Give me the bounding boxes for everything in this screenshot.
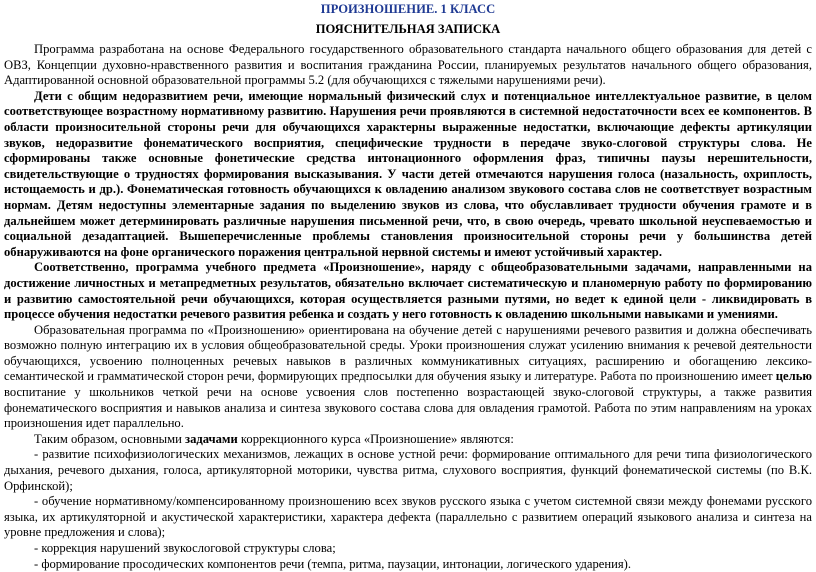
paragraph-program-goal [4, 323, 812, 432]
tasks-text-end: коррекционного курса «Произношение» являются: [237, 431, 514, 446]
paragraph-children-description: Дети с общим недоразвитием речи, имеющие нормальный физический слух и потенциальное интеллектуальное развитие, в целом соответствующее возрастному нормативному развитию. Нарушения речи проявляются в системной недостаточности всех ее компонентов. В области произносительной стороны речи для обучающихся характерны выраженные недостатки, включающие дефекты артикуляции звуков, недоразвитие фонематического восприятия, специфические трудности в передаче звуко-слоговой структуры слова. Не сформированы также основные фонетические средства интонационного оформления фраз, типичны паузы нерешительности, свидетельствующие о трудностях формирования высказывания. У части детей отмечаются нарушения голоса (назальность, охриплость, истощаемость и др.). Фонематическая готовность обучающихся к овладению анализом звукового состава слов не соответствует возрастным нормам. Детям недоступны элементарные задания по выделению звуков из слова, что обуславливает трудности обучения грамоте и в дальнейшем может детерминировать различные нарушения письменной речи, что, в свою очередь, чревато школьной неуспеваемостью и социальной дезадаптацией. Вышеперечисленные проблемы становления произносительной стороны речи у большинства детей обнаруживаются на фоне органического поражения центральной нервной системы и имеют устойчивый характер. [4, 88, 812, 259]
document-title: ПРОИЗНОШЕНИЕ. 1 КЛАСС [320, 2, 496, 16]
tasks-text-start: Таким образом, основными [34, 431, 186, 446]
goal-keyword: целью [775, 369, 812, 384]
paragraph-program-content: Соответственно, программа учебного предмета «Произношение», наряду с общеобразовательными задачами, направленными на достижение личностных и метапредметных результатов, обязательно включает систематическую и планомерную работу по формированию и развитию самостоятельной речи обучающихся, которая осуществляется разными путями, но ведет к единой цели - ликвидировать в процессе обучения недостатки речевого развития ребенка и создать у него готовность к овладению школьными навыками и умениями. [4, 260, 812, 322]
paragraph-tasks-intro [4, 432, 812, 448]
task-item: - обучение нормативному/компенсированному произношению всех звуков русского языка с учетом системной связи между фонемами русского языка, их артикуляторной и акустической характеристики, характера дефекта (параллельно с развитием операций языкового анализа и синтеза на уровне предложения и слова); [4, 494, 812, 540]
goal-text-end: воспитание у школьников четкой речи на основе усвоения слов постепенно возрастающей звуко-слоговой структуры, а также развития фонематического восприятия и навыков анализа и синтеза звукового состава слова для овладения грамотой. Работа по этим направлениям на уроках произношения идет параллельно. [4, 385, 812, 431]
tasks-keyword: задачами [185, 431, 238, 446]
task-item: - формирование просодических компонентов речи (темпа, ритма, паузации, интонации, логического ударения). [34, 556, 631, 571]
goal-text-start: Образовательная программа по «Произношению» ориентирована на обучение детей с нарушениями речевого развития и должна обеспечивать возможно полную интеграцию их в условия общеобразовательной среды. Уроки произношения служат усилению внимания к речевой деятельности обучающихся, усвоению полноценных речевых навыков в различных коммуникативных ситуациях, расширению и обогащению лексико-семантической и грамматической сторон речи, формирующих предпосылки для обучения языку и литературе. Работа по произношению имеет [4, 322, 812, 384]
task-item: - развитие психофизиологических механизмов, лежащих в основе устной речи: формирование оптимального для речи типа физиологического дыхания, речевого дыхания, голоса, артикуляторной моторики, чувства ритма, слухового восприятия, функций фонематической системы (по В.К. Орфинской); [4, 447, 812, 493]
paragraph-program-basis: Программа разработана на основе Федерального государственного образовательного стандарта начального общего образования для детей с ОВЗ, Концепции духовно-нравственного развития и воспитания гражданина России, планируемых результатов начального общего образования, Адаптированной основной образовательной программы 5.2 (для обучающихся с тяжелыми нарушениями речи). [4, 42, 812, 88]
task-item: - коррекция нарушений звукослоговой структуры слова; [34, 541, 336, 555]
section-heading: ПОЯСНИТЕЛЬНАЯ ЗАПИСКА [315, 22, 501, 36]
